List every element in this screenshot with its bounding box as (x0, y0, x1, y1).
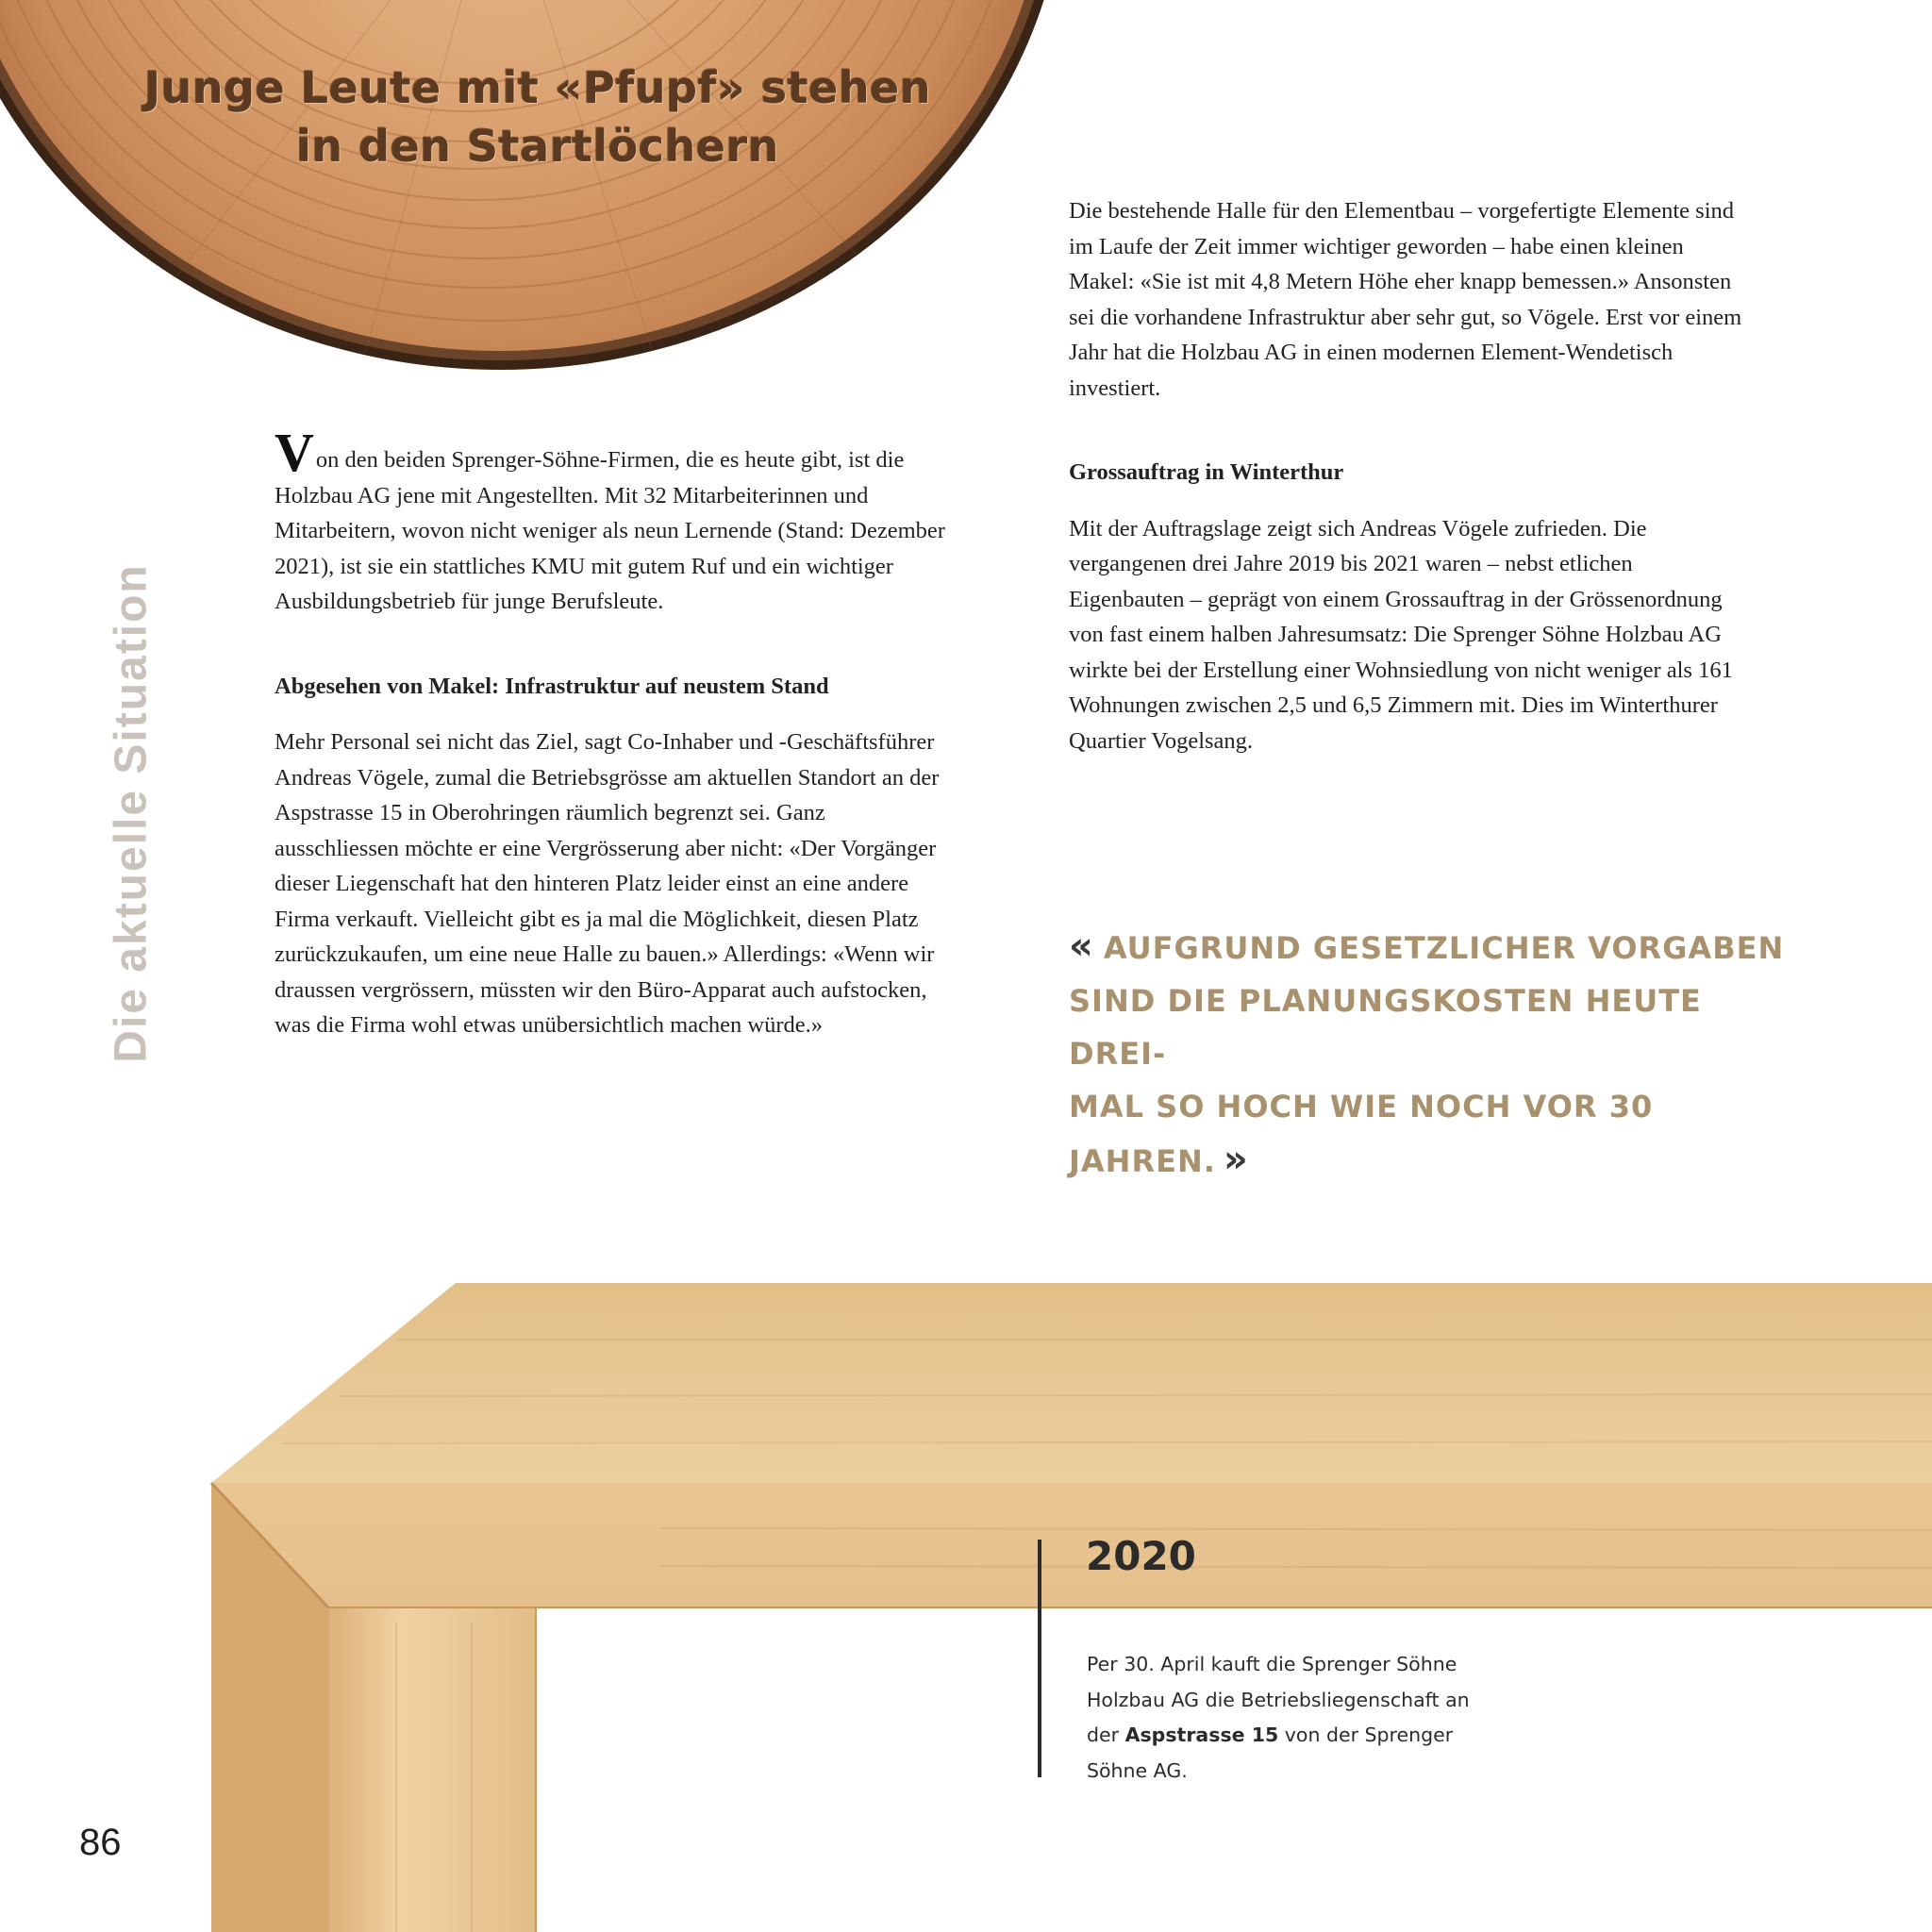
timeline-divider (1038, 1540, 1041, 1777)
intro-paragraph (275, 422, 954, 620)
pull-quote-line-1: AUFGRUND GESETZLICHER VORGABEN (1103, 930, 1785, 966)
quote-open-mark: « (1069, 924, 1094, 968)
drop-cap: V (275, 422, 314, 483)
wooden-table-image (0, 1283, 1932, 1932)
wood-slice-image (0, 0, 1075, 377)
pull-quote-line-3: MAL SO HOCH WIE NOCH VOR 30 JAHREN. (1069, 1089, 1654, 1179)
chapter-title (38, 58, 1038, 175)
quote-close-mark: » (1223, 1138, 1249, 1181)
right-body-paragraph-2: Mit der Auftragslage zeigt sich Andreas Vögele zufrieden. Die vergangenen drei Jahre 2019 bis 2021 waren – nebst etlichen Eigenbauten – geprägt von einem Grossauftrag in der Grössenordnung von fast einem halben Jahresumsatz: Die Sprenger Söhne Holzbau AG wirkte bei der Erstellung einer Wohnsiedlung von nicht weniger als 161 Wohnungen zwischen 2,5 und 6,5 Zimmern mit. Dies im Winterthurer Quartier Vogelsang. (1069, 515, 1733, 754)
page-number: 86 (79, 1822, 122, 1863)
right-body-paragraph-1: Die bestehende Halle für den Elementbau – vorgefertigte Elemente sind im Laufe der Zeit immer wichtiger geworden – habe einen kleinen Makel: «Sie ist mit 4,8 Metern Höhe eher knapp bemessen.» Ansonsten sei die vorhandene Infrastruktur aber sehr gut, so Vögele. Erst vor einem Jahr hat die Holzbau AG in einen modernen Element-Wendetisch investiert. (1069, 198, 1742, 401)
pull-quote (1069, 920, 1786, 1188)
timeline-text (1087, 1647, 1483, 1789)
timeline-text-start: Per 30. April kauft die Sprenger Söhne Holzbau AG die Betriebsliegenschaft an der (1087, 1653, 1470, 1746)
timeline-text-end: von der Sprenger Söhne AG. (1087, 1724, 1454, 1782)
timeline-year: 2020 (1086, 1533, 1196, 1579)
section-label: Die aktuelle Situation (106, 563, 157, 1063)
left-body-paragraph: Mehr Personal sei nicht das Ziel, sagt Co-Inhaber und -Geschäftsführer Andreas Vögele, zumal die Betriebsgrösse am aktuellen Standort an der Aspstrasse 15 in Oberohringen räumlich begrenzt sei. Ganz ausschliessen möchte er eine Vergrösserung aber nicht: «Der Vorgänger dieser Liegenschaft hat den hinteren Platz leider einst an eine andere Firma verkauft. Vielleicht gibt es ja mal die Möglichkeit, diesen Platz zurückzukaufen, um eine neue Halle zu bauen.» Allerdings: «Wenn wir draussen vergrössern, müssten wir den Büro-Apparat auch aufstocken, was die Firma wohl etwas unübersichtlich machen würde.» (275, 729, 940, 1038)
right-section-heading: Grossauftrag in Winterthur (1069, 459, 1344, 485)
chapter-title-line-1: Junge Leute mit «Pfupf» stehen (143, 62, 932, 113)
chapter-title-line-2: in den Startlöchern (296, 121, 779, 172)
intro-text: on den beiden Sprenger-Söhne-Firmen, die es heute gibt, ist die Holzbau AG jene mit Angestellten. Mit 32 Mitarbeiterinnen und Mitarbeitern, wovon nicht weniger als neun Lernende (Stand: Dezember 2021), ist sie ein stattliches KMU mit gutem Ruf und ein wichtiger Ausbildungsbetrieb für junge Berufsleute. (275, 447, 945, 614)
right-text-column (1069, 193, 1748, 758)
timeline-text-bold: Aspstrasse 15 (1124, 1724, 1279, 1746)
left-text-column (275, 422, 954, 1043)
pull-quote-line-2: SIND DIE PLANUNGSKOSTEN HEUTE DREI- (1069, 983, 1702, 1072)
left-section-heading: Abgesehen von Makel: Infrastruktur auf neustem Stand (275, 673, 829, 699)
